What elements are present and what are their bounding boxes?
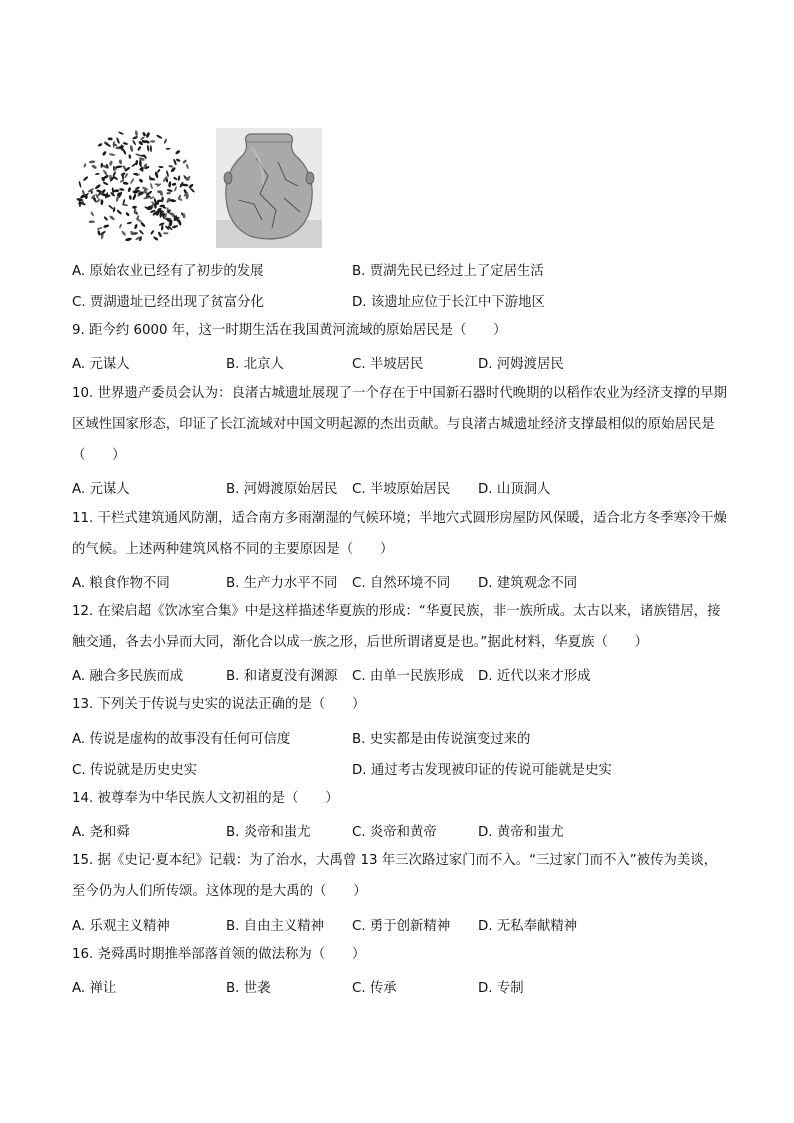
rice-grain <box>163 232 169 234</box>
rice-grain <box>140 136 145 141</box>
q11-option-a: A. 粮食作物不同 <box>72 576 170 591</box>
q12-option-b: B. 和诸夏没有渊源 <box>226 669 338 684</box>
rice-grain <box>118 131 124 135</box>
q10-option-c: C. 半坡原始居民 <box>352 482 451 497</box>
rice-grain <box>132 193 137 200</box>
rice-grain <box>158 222 164 226</box>
q16-option-d: D. 专制 <box>478 981 524 996</box>
rice-grain <box>140 221 146 227</box>
q14-option-a: A. 尧和舜 <box>72 825 130 840</box>
rice-grain <box>89 160 96 163</box>
rice-grain <box>108 137 113 140</box>
rice-grain <box>83 163 87 168</box>
rice-grain <box>132 140 137 146</box>
rice-grain <box>116 137 121 144</box>
rice-grain <box>150 230 155 235</box>
rice-grain <box>95 173 100 176</box>
question-12-stem: 12. 在梁启超《饮冰室合集》中是这样描述华夏族的形成：“华夏民族，非一族所成。太古以来，诸族错居，接触交通，各去小异而大同，渐化合以成一族之形，后世所谓诸夏是也。”据此材料，华夏族（ ） <box>72 604 721 650</box>
rice-grain <box>128 154 131 159</box>
q16-option-a: A. 禅让 <box>72 981 117 996</box>
q16-option-b: B. 世袭 <box>226 981 271 996</box>
rice-grain <box>127 221 133 224</box>
rice-grain <box>163 138 167 144</box>
rice-grain <box>113 141 116 148</box>
rice-grain <box>78 181 82 188</box>
q10-option-a: A. 元谋人 <box>72 482 130 497</box>
rice-grain <box>157 231 162 238</box>
rice-grain <box>103 181 109 186</box>
q9-option-d: D. 河姆渡居民 <box>478 357 564 372</box>
q14-option-c: C. 炎帝和黄帝 <box>352 825 437 840</box>
rice-grain <box>158 166 163 169</box>
rice-grain <box>112 207 115 213</box>
q13-option-d: D. 通过考古发现被印证的传说可能就是史实 <box>352 763 612 778</box>
carbonized-rice-photo <box>72 128 202 250</box>
rice-grain <box>186 163 189 169</box>
rice-grain <box>89 220 96 223</box>
rice-grain <box>116 209 122 215</box>
rice-grain <box>103 224 110 228</box>
rice-grain <box>97 230 101 236</box>
rice-grain <box>142 132 147 137</box>
q15-option-d: D. 无私奉献精神 <box>478 919 578 934</box>
rice-grain <box>125 237 132 241</box>
question-11-stem: 11. 干栏式建筑通风防潮，适合南方多雨潮湿的气候环境；半地穴式圆形房屋防风保暖，适合北方冬季寒冷干燥的气候。上述两种建筑风格不同的主要原因是（ ） <box>72 511 727 557</box>
rice-grain <box>109 215 116 221</box>
rice-grain <box>109 160 113 166</box>
rice-grain <box>119 223 123 228</box>
q12-option-c: C. 由单一民族形成 <box>352 669 464 684</box>
rice-grain <box>172 182 177 186</box>
q11-option-d: D. 建筑观念不同 <box>478 576 578 591</box>
rice-grain <box>172 225 179 229</box>
rice-grain <box>175 149 181 155</box>
rice-grain <box>113 189 119 192</box>
rice-grain <box>129 145 133 152</box>
rice-grain <box>123 181 129 185</box>
q12-option-d: D. 近代以来才形成 <box>478 669 591 684</box>
rice-grain <box>97 143 102 148</box>
rice-grain <box>134 224 138 230</box>
rice-grain <box>127 187 131 192</box>
question-13-stem: 13. 下列关于传说与史实的说法正确的是（ ） <box>72 697 366 712</box>
rice-grain <box>176 158 181 162</box>
q9-option-b: B. 北京人 <box>226 357 284 372</box>
question-10-stem: 10. 世界遗产委员会认为：良渚古城遗址展现了一个存在于中国新石器时代晚期的以稻作农业为经济支撑的早期区域性国家形态，印证了长江流域对中国文明起源的杰出贡献。与良渚古城遗址经济支撑最相似的原始居民是（ ） <box>72 386 727 463</box>
q10-option-b: B. 河姆渡原始居民 <box>226 482 338 497</box>
rice-grain <box>188 183 194 189</box>
rice-grain <box>166 170 170 177</box>
rice-grain <box>123 142 129 145</box>
rice-grain <box>119 159 123 164</box>
rice-grain <box>137 146 142 152</box>
q8-option-d: D. 该遗址应位于长江中下游地区 <box>352 295 545 310</box>
rice-grain <box>122 148 127 155</box>
q8-option-b: B. 贾湖先民已经过上了定居生活 <box>352 264 544 279</box>
rice-grain <box>109 153 116 157</box>
rice-grain <box>147 145 150 152</box>
q16-option-c: C. 传承 <box>352 981 397 996</box>
rice-grain <box>150 183 153 190</box>
rice-grain <box>156 134 163 139</box>
rice-grain <box>129 195 132 200</box>
q14-option-d: D. 黄帝和蚩尤 <box>478 825 564 840</box>
q13-option-c: C. 传说就是历史史实 <box>72 763 197 778</box>
rice-grain <box>100 163 103 168</box>
rice-grain <box>168 165 173 168</box>
rice-grain <box>94 184 101 190</box>
rice-grain <box>90 211 95 217</box>
rice-grain <box>101 189 106 194</box>
rice-grain <box>91 164 97 169</box>
q15-option-b: B. 自由主义精神 <box>226 919 325 934</box>
rice-grain <box>138 178 143 183</box>
rice-grain <box>161 225 164 231</box>
rice-grain <box>132 136 138 140</box>
rice-grain <box>82 176 88 182</box>
rice-grain <box>121 230 127 236</box>
rice-grain <box>150 145 152 152</box>
pottery-jar-photo <box>216 128 322 248</box>
question-16-stem: 16. 尧舜禹时期推举部落首领的做法称为（ ） <box>72 947 366 962</box>
rice-grain <box>108 204 114 209</box>
q11-option-c: C. 自然环境不同 <box>352 576 451 591</box>
rice-grain <box>130 178 135 185</box>
rice-grain <box>119 188 125 191</box>
q9-option-a: A. 元谋人 <box>72 357 130 372</box>
rice-grain <box>97 227 103 231</box>
rice-grain <box>105 142 112 147</box>
rice-grain <box>166 148 171 150</box>
rice-grain <box>174 186 178 192</box>
q13-option-b: B. 史实都是由传说演变过来的 <box>352 732 531 747</box>
question-14-stem: 14. 被尊奉为中华民族人文初祖的是（ ） <box>72 791 339 806</box>
rice-grain <box>135 186 141 191</box>
rice-grain <box>167 189 173 193</box>
q10-option-d: D. 山顶洞人 <box>478 482 551 497</box>
q14-option-b: B. 炎帝和蚩尤 <box>226 825 311 840</box>
question-9-stem: 9. 距今约 6000 年，这一时期生活在我国黄河流域的原始居民是（ ） <box>72 323 507 338</box>
rice-grain <box>177 175 180 181</box>
rice-grain <box>189 187 195 193</box>
rice-grain <box>173 176 178 180</box>
rice-grain <box>132 206 137 209</box>
rice-grain <box>168 181 172 188</box>
question-15-stem: 15. 据《史记·夏本纪》记载：为了治水，大禹曾 13 年三次路过家门而不入。“三过家门而不入”被传为美谈，至今仍为人们所传颂。这体现的是大禹的（ ） <box>72 853 718 899</box>
rice-grain <box>122 203 129 206</box>
rice-grain <box>96 198 101 203</box>
rice-grain <box>145 132 150 139</box>
rice-grain <box>157 169 161 174</box>
rice-grain <box>125 212 130 217</box>
rice-grain <box>134 130 138 136</box>
rice-grain <box>100 199 103 205</box>
rice-grain <box>103 216 108 221</box>
q15-option-a: A. 乐观主义精神 <box>72 919 170 934</box>
rice-grain <box>102 151 107 157</box>
q11-option-b: B. 生产力水平不同 <box>226 576 338 591</box>
q12-option-a: A. 融合多民族而成 <box>72 669 184 684</box>
rice-grain <box>182 159 187 164</box>
rice-grain <box>139 229 145 235</box>
rice-grain <box>150 140 155 143</box>
rice-grain <box>166 192 171 195</box>
rice-grain <box>154 202 157 209</box>
q8-option-c: C. 贾湖遗址已经出现了贫富分化 <box>72 295 264 310</box>
rice-grain <box>153 236 159 241</box>
rice-grain <box>139 160 142 167</box>
q9-option-c: C. 半坡居民 <box>352 357 424 372</box>
q8-option-a: A. 原始农业已经有了初步的发展 <box>72 264 264 279</box>
rice-grain <box>135 153 141 157</box>
q15-option-c: C. 勇于创新精神 <box>352 919 451 934</box>
q13-option-a: A. 传说是虚构的故事没有任何可信度 <box>72 732 291 747</box>
rice-grain <box>102 169 108 176</box>
